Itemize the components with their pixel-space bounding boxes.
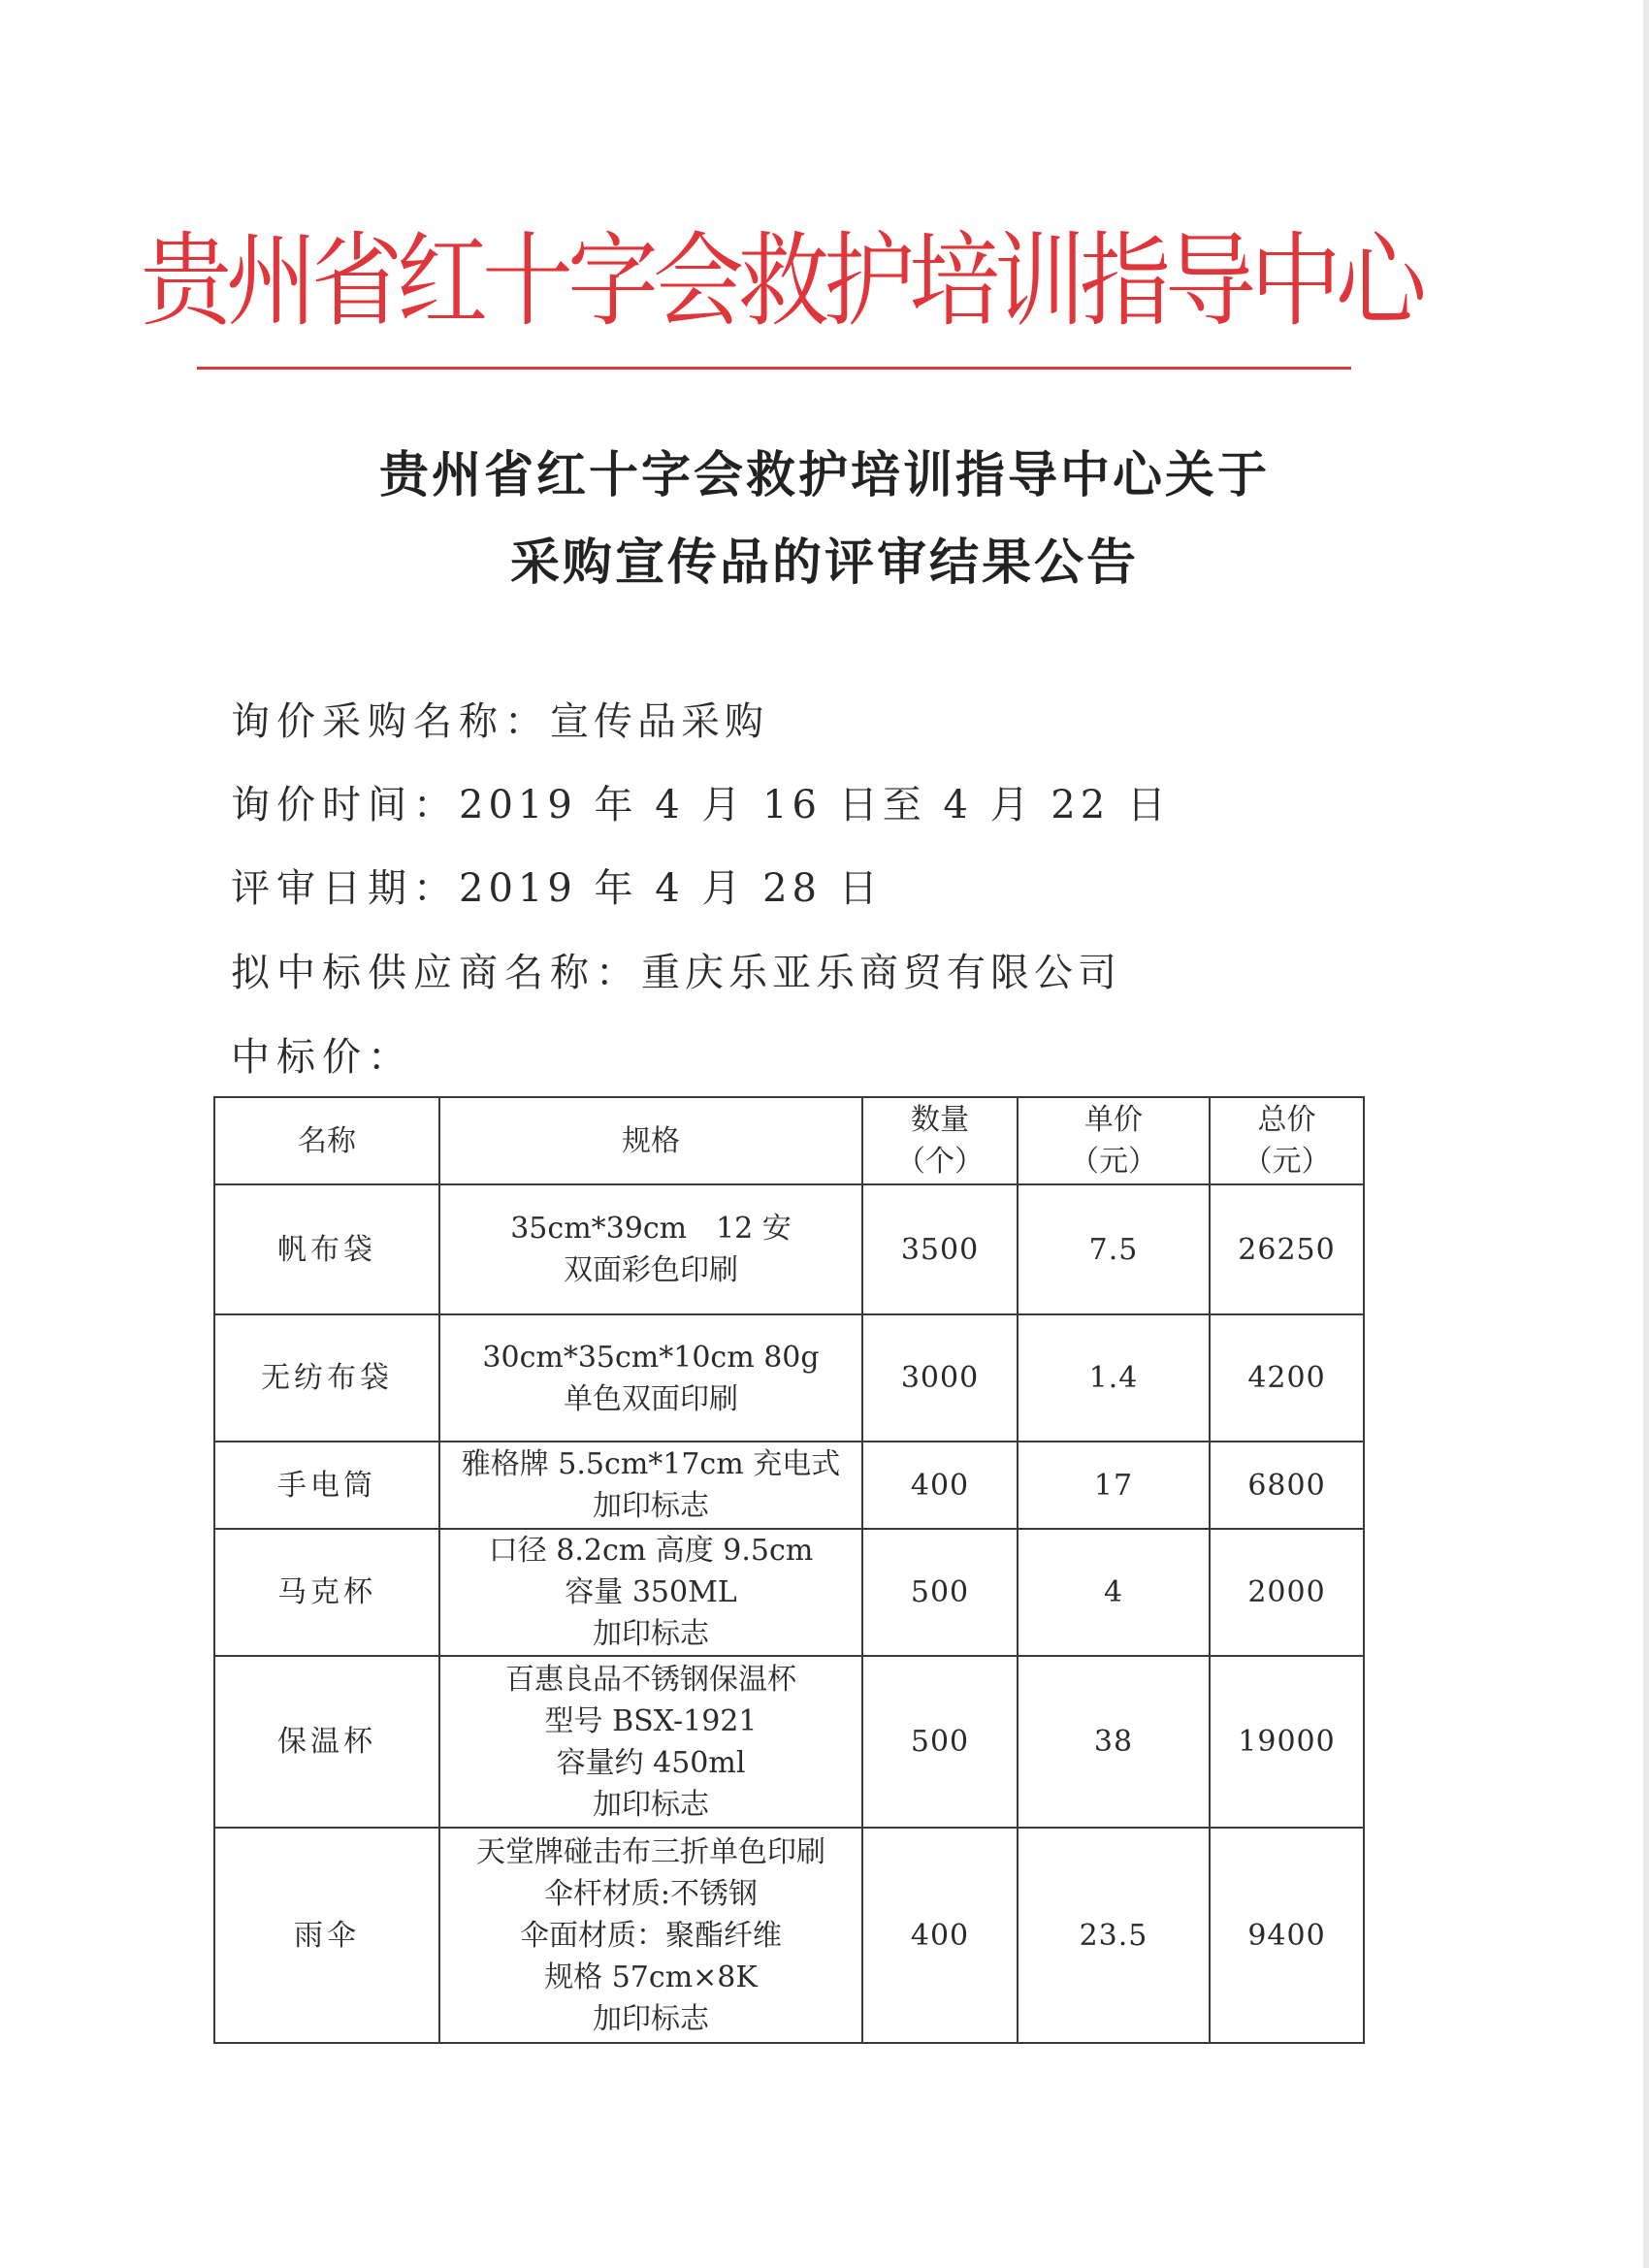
letterhead-org-name: 贵州省红十字会救护培训指导中心 [141,222,1422,341]
table-row [214,1184,1364,1314]
row-name: 保温杯 [214,1656,439,1828]
row-total: 2000 [1210,1529,1364,1656]
row-name: 无纺布袋 [214,1314,439,1442]
row-name: 手电筒 [214,1442,439,1529]
row-total: 26250 [1210,1184,1364,1314]
project-name-label: 询价采购名称： [231,699,550,744]
announcement-title-line1: 贵州省红十字会救护培训指导中心关于 [378,447,1270,504]
info-review-date [231,858,883,913]
row-total: 6800 [1210,1442,1364,1529]
header-unit-price: 单价 （元） [1018,1097,1210,1184]
bid-result-table [213,1096,1365,2044]
row-unit-price: 1.4 [1018,1314,1210,1442]
row-total: 9400 [1210,1828,1364,2043]
review-date-label: 评审日期： [231,866,459,911]
table-row [214,1656,1364,1828]
row-total: 4200 [1210,1314,1364,1442]
inquiry-time-label: 询价时间： [231,783,459,827]
row-total: 19000 [1210,1656,1364,1828]
table-row [214,1828,1364,2043]
winning-price-label: 中标价： [231,1035,413,1080]
row-spec: 35cm*39cm 12 安 双面彩色印刷 [439,1184,862,1314]
row-name: 帆布袋 [214,1184,439,1314]
row-unit-price: 7.5 [1018,1184,1210,1314]
row-qty: 3500 [862,1184,1018,1314]
row-spec: 天堂牌碰击布三折单色印刷 伞杆材质:不锈钢 伞面材质：聚酯纤维 规格 57cm×8K 加印标志 [439,1828,862,2043]
info-inquiry-time [231,774,1171,829]
info-supplier [231,942,1121,997]
row-qty: 500 [862,1656,1018,1828]
letterhead-red-rule [197,367,1351,370]
row-unit-price: 23.5 [1018,1828,1210,2043]
project-name-value: 宣传品采购 [550,699,768,744]
supplier-label: 拟中标供应商名称： [231,951,641,995]
row-spec: 雅格牌 5.5cm*17cm 充电式 加印标志 [439,1442,862,1529]
scan-edge [1643,0,1649,2268]
review-date-value: 2019 年 4 月 28 日 [459,866,883,911]
inquiry-time-value: 2019 年 4 月 16 日至 4 月 22 日 [459,783,1171,827]
table-row [214,1314,1364,1442]
row-unit-price: 38 [1018,1656,1210,1828]
announcement-title-line2: 采购宣传品的评审结果公告 [509,535,1139,592]
table-header-row [214,1097,1364,1184]
row-name: 雨伞 [214,1828,439,2043]
header-name: 名称 [214,1097,439,1184]
info-project-name [231,691,768,746]
row-spec: 口径 8.2cm 高度 9.5cm 容量 350ML 加印标志 [439,1529,862,1656]
supplier-value: 重庆乐亚乐商贸有限公司 [641,951,1121,995]
row-qty: 400 [862,1442,1018,1529]
header-total: 总价 （元） [1210,1097,1364,1184]
header-qty: 数量 （个） [862,1097,1018,1184]
info-winning-price [231,1026,413,1082]
header-spec: 规格 [439,1097,862,1184]
row-unit-price: 17 [1018,1442,1210,1529]
row-qty: 400 [862,1828,1018,2043]
row-name: 马克杯 [214,1529,439,1656]
row-unit-price: 4 [1018,1529,1210,1656]
row-qty: 500 [862,1529,1018,1656]
row-qty: 3000 [862,1314,1018,1442]
table-row [214,1529,1364,1656]
row-spec: 百惠良品不锈钢保温杯 型号 BSX-1921 容量约 450ml 加印标志 [439,1656,862,1828]
row-spec: 30cm*35cm*10cm 80g 单色双面印刷 [439,1314,862,1442]
table-row [214,1442,1364,1529]
